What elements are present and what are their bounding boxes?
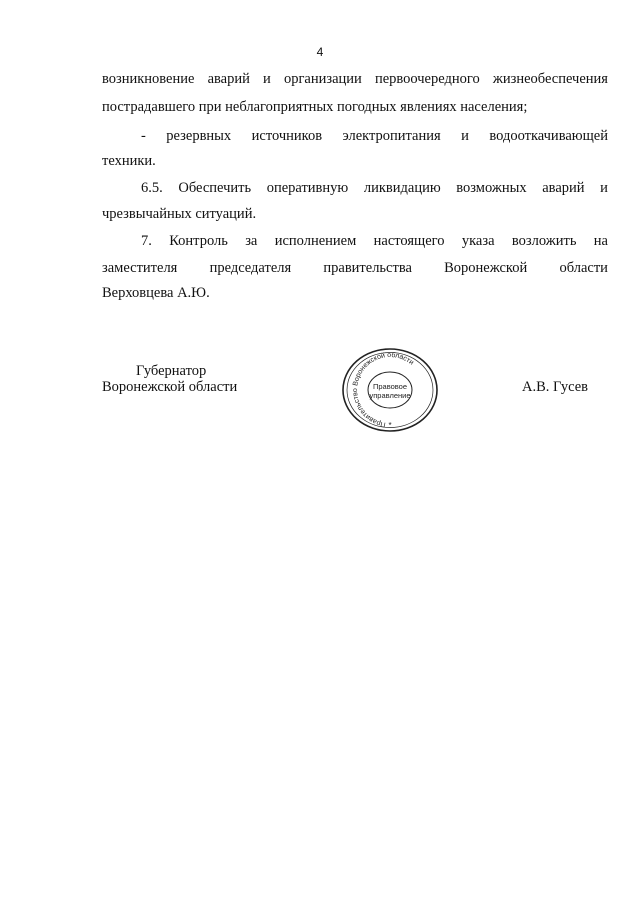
word: возложить (511, 233, 577, 249)
word: оперативную (266, 180, 349, 196)
word: указа (461, 233, 495, 249)
word: возникновение (102, 71, 195, 87)
word: аварий (542, 180, 585, 196)
body-line-7 (141, 232, 608, 250)
word: 7. (141, 233, 152, 249)
body-line-6: чрезвычайных ситуаций. (102, 206, 257, 222)
word: области (559, 260, 608, 276)
word: водооткачивающей (489, 128, 608, 144)
stamp-center-line-2: управление (369, 391, 411, 400)
word: и (461, 128, 469, 144)
body-line-8 (102, 259, 608, 277)
word: исполнением (274, 233, 357, 249)
signature-title-line-2: Воронежской области (102, 379, 238, 395)
word: организации (283, 71, 362, 87)
body-line-1 (102, 70, 608, 88)
word: и (600, 180, 608, 196)
body-line-2: пострадавшего при неблагоприятных погодных явлениях населения; (102, 99, 528, 115)
word: источников (251, 128, 323, 144)
page-number: 4 (316, 45, 324, 59)
body-line-5 (141, 179, 608, 197)
signature-name: А.В. Гусев (522, 379, 588, 395)
word: электропитания (342, 128, 441, 144)
stamp-ring-text: Правительство Воронежской области (351, 351, 415, 428)
word: - (141, 128, 146, 144)
body-line-9: Верховцева А.Ю. (102, 285, 210, 301)
word: и (263, 71, 271, 87)
word: за (245, 233, 258, 249)
word: возможных (456, 180, 527, 196)
word: Воронежской (444, 260, 528, 276)
word: заместителя (102, 260, 178, 276)
word: ликвидацию (363, 180, 441, 196)
stamp-star: * (388, 421, 392, 430)
word: аварий (207, 71, 250, 87)
word: председателя (209, 260, 292, 276)
word: резервных (166, 128, 232, 144)
word: 6.5. (141, 180, 163, 196)
word: первоочередного (374, 71, 480, 87)
word: жизнеобеспечения (492, 71, 608, 87)
word: Обеспечить (178, 180, 252, 196)
body-line-3 (141, 127, 608, 145)
word: настоящего (373, 233, 445, 249)
body-line-4: техники. (102, 153, 156, 169)
word: на (593, 233, 608, 249)
word: правительства (323, 260, 412, 276)
word: Контроль (169, 233, 228, 249)
official-stamp (340, 347, 440, 433)
stamp-center-line-1: Правовое (372, 382, 408, 391)
signature-title-line-1: Губернатор (136, 363, 207, 379)
